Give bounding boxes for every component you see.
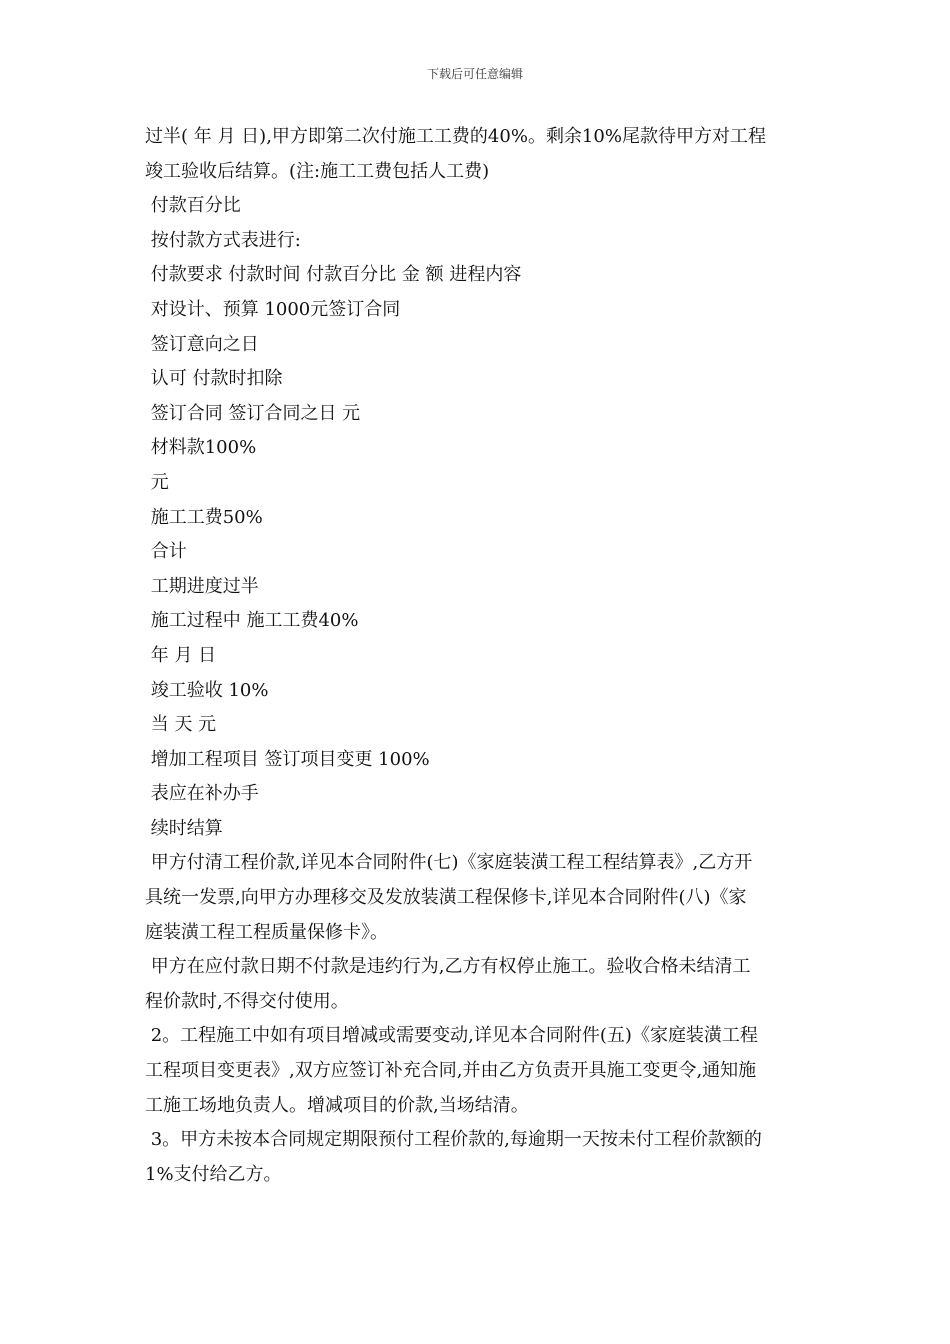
- text-line: 按付款方式表进行:: [145, 229, 301, 251]
- page-header: 下载后可任意编辑: [426, 67, 523, 81]
- text-line: 竣工验收后结算。(注:施工工费包括人工费): [145, 160, 490, 182]
- text-line: 续时结算: [145, 817, 223, 839]
- text-line: 表应在补办手: [145, 783, 259, 805]
- text-line: 元: [145, 471, 169, 493]
- text-line: 合计: [145, 541, 187, 563]
- text-line: 1%支付给乙方。: [145, 1163, 282, 1185]
- text-line: 付款百分比: [145, 195, 241, 217]
- text-line: 签订意向之日: [145, 333, 259, 355]
- text-line: 工期进度过半: [145, 575, 259, 597]
- text-line: 竣工验收 10%: [145, 679, 269, 701]
- text-line: 施工过程中 施工工费40%: [145, 610, 359, 632]
- text-line: 程价款时,不得交付使用。: [145, 990, 349, 1012]
- text-line: 对设计、预算 1000元签订合同: [145, 298, 401, 320]
- text-line: 3。甲方未按本合同规定期限预付工程价款的,每逾期一天按未付工程价款额的: [145, 1129, 762, 1151]
- text-line: 材料款100%: [145, 437, 257, 459]
- text-line: 付款要求 付款时间 付款百分比 金 额 进程内容: [145, 264, 522, 286]
- text-line: 工程项目变更表》,双方应签订补充合同,并由乙方负责开具施工变更令,通知施: [145, 1060, 757, 1082]
- document-body: [145, 120, 810, 1192]
- text-line: 当 天 元: [145, 714, 217, 736]
- text-line: 工施工场地负责人。增减项目的价款,当场结清。: [145, 1094, 529, 1116]
- text-line: 庭装潢工程工程质量保修卡》。: [145, 921, 388, 943]
- text-line: 甲方在应付款日期不付款是违约行为,乙方有权停止施工。验收合格未结清工: [145, 956, 751, 978]
- text-line: 施工工费50%: [145, 506, 263, 528]
- text-line: 甲方付清工程价款,详见本合同附件(七)《家庭装潢工程工程结算表》,乙方开: [145, 852, 753, 874]
- text-line: 增加工程项目 签订项目变更 100%: [145, 748, 430, 770]
- text-line: 2。工程施工中如有项目增减或需要变动,详见本合同附件(五)《家庭装潢工程: [145, 1025, 758, 1047]
- text-line: 过半( 年 月 日),甲方即第二次付施工工费的40%。剩余10%尾款待甲方对工程: [145, 126, 766, 147]
- text-line: 认可 付款时扣除: [145, 368, 283, 390]
- text-line: 签订合同 签订合同之日 元: [145, 402, 361, 424]
- text-line: 年 月 日: [145, 644, 217, 666]
- text-line: 具统一发票,向甲方办理移交及发放装潢工程保修卡,详见本合同附件(八)《家: [145, 887, 747, 909]
